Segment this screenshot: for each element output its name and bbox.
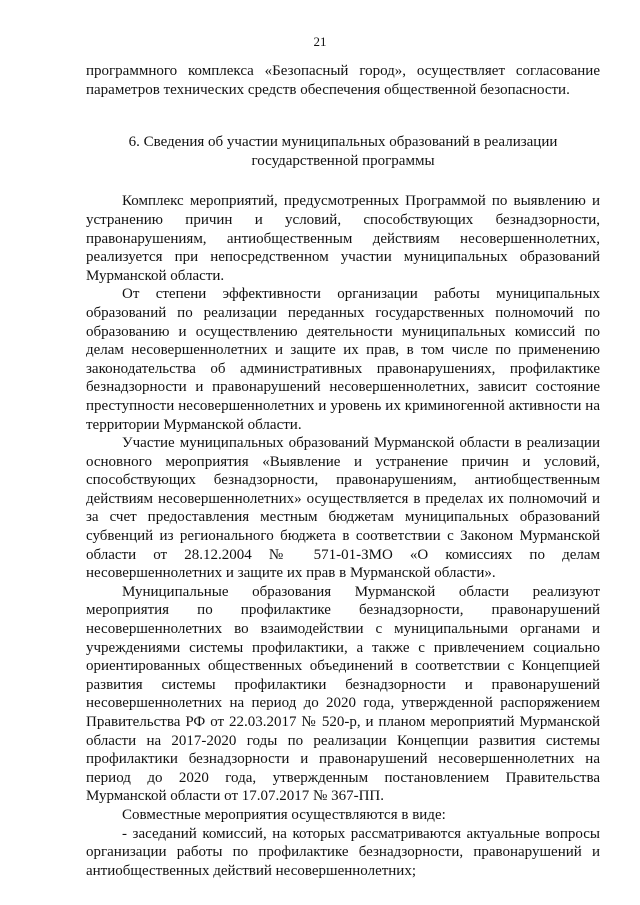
paragraph-efficiency: От степени эффективности организации работы муниципальных образований по реализации переданных государственных полномочий по образованию и осуществлению деятельности муниципальных комиссий по делам несовершеннолетних и защите их прав, в том числе по применению законодательства об административных правонарушениях, профилактике безнадзорности и правонарушений несовершеннолетних, зависит состояние преступности несовершеннолетних и уровень их криминогенной активности на территории Мурманской области. bbox=[86, 286, 600, 433]
list-item: - заседаний комиссий, на которых рассматриваются актуальные вопросы организации работы по профилактике безнадзорности, правонарушений и антиобщественных действий несовершеннолетних; bbox=[86, 825, 600, 879]
paragraph-joint-measures: Совместные мероприятия осуществляются в виде: bbox=[122, 806, 446, 823]
paragraph-complex-measures: Комплекс мероприятий, предусмотренных Программой по выявлению и устранению причин и условий, способствующих безнадзорности, правонарушениям, антиобщественным действиям несовершеннолетних, реализуется при непосредственном участии муниципальных образований Мурманской области. bbox=[86, 193, 600, 284]
page-number: 21 bbox=[313, 34, 327, 49]
paragraph-participation: Участие муниципальных образований Мурманской области в реализации основного мероприятия «Выявление и устранение причин и условий, способствующих безнадзорности, правонарушениям, антиобщественным действиям несовершеннолетних» осуществляется в пределах их полномочий и за счет предоставления местным бюджетам муниципальных образований субвенций из регионального бюджета в соответствии с Законом Мурманской области от 28.12.2004 № 571-01-ЗМО «О комиссиях по делам несовершеннолетних и защите их прав в Мурманской области». bbox=[86, 435, 600, 582]
paragraph-municipal-measures: Муниципальные образования Мурманской области реализуют мероприятия по профилактике безнадзорности, правонарушений несовершеннолетних во взаимодействии с муниципальными органами и учреждениями системы профилактики, а также с привлечением социально ориентированных общественных объединений в соответствии с Концепцией развития системы профилактики безнадзорности и правонарушений несовершеннолетних на период до 2020 года, утвержденной распоряжением Правительства РФ от 22.03.2017 № 520-р, и планом мероприятий Мурманской области на 2017-2020 годы по реализации Концепции развития системы профилактики безнадзорности и правонарушений несовершеннолетних на период до 2020 года, утвержденным постановлением Правительства Мурманской области от 17.07.2017 № 367-ПП. bbox=[86, 583, 600, 805]
document-body bbox=[86, 62, 600, 880]
section-title: 6. Сведения об участии муниципальных образований в реализации государственной программы bbox=[128, 134, 558, 169]
continuation-paragraph: программного комплекса «Безопасный город», осуществляет согласование параметров технических средств обеспечения общественной безопасности. bbox=[86, 63, 600, 98]
